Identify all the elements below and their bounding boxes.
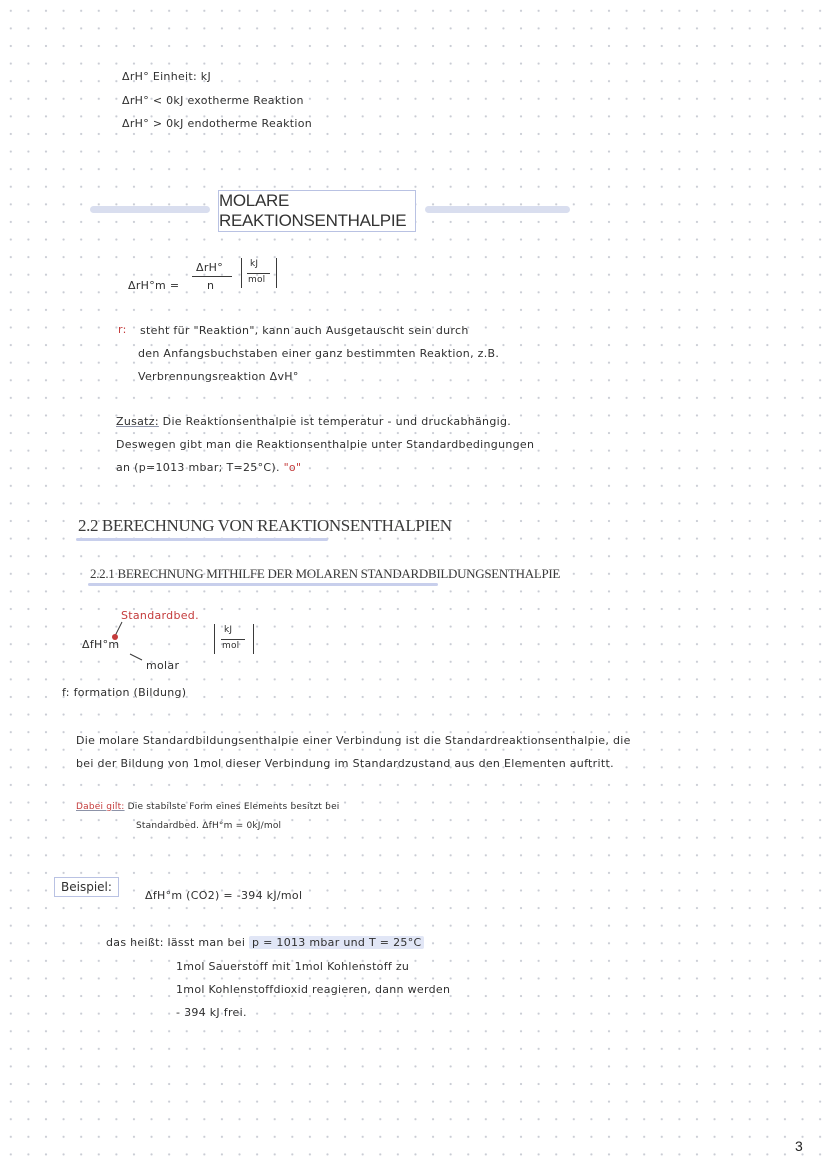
formula1-lhs: ΔrH°m = — [128, 279, 180, 292]
note-r-line-3: Verbrennungsreaktion ΔvH° — [138, 370, 299, 383]
dabei-text-1: Die stabilste Form eines Elements besitzt bei — [127, 802, 340, 812]
diagram-annotation-molar: molar — [146, 659, 180, 672]
formula1-unit-top: kJ — [250, 259, 259, 269]
diagram-unit-top: kJ — [224, 625, 233, 635]
example-line-1 — [106, 936, 424, 949]
diagram-annotation-standardbed: Standardbed. — [121, 609, 199, 622]
diagram-symbol: ΔfH°m — [82, 638, 120, 651]
dabei-line-1 — [76, 802, 340, 812]
definition-line-1: Die molare Standardbildungsenthalpie einer Verbindung ist die Standardreaktionsenthalpie, die — [76, 734, 631, 747]
diagram-arrow-down — [128, 652, 146, 662]
example-intro: das heißt: lässt man bei — [106, 936, 246, 949]
note-r-line-1: steht für "Reaktion", kann auch Ausgetauscht sein durch — [140, 324, 469, 337]
heading-2-2-underline — [76, 538, 328, 541]
example-formula: ΔfH°m (CO2) = -394 kJ/mol — [145, 889, 303, 902]
zusatz-text-3: an (p=1013 mbar; T=25°C). — [116, 461, 280, 474]
formula1-denominator: n — [207, 279, 215, 292]
section-title: MOLARE REAKTIONSENTHALPIE — [218, 190, 416, 232]
heading-2-2-1: 2.2.1 BERECHNUNG MITHILFE DER MOLAREN STANDARDBILDUNGSENTHALPIE — [90, 566, 561, 581]
definition-line-2: bei der Bildung von 1mol dieser Verbindung im Standardzustand aus den Elementen auftritt. — [76, 757, 614, 770]
formula1-numerator: ΔrH° — [196, 261, 224, 274]
dabei-label: Dabei gilt: — [76, 802, 125, 812]
zusatz-line-2: Deswegen gibt man die Reaktionsenthalpie unter Standardbedingungen — [116, 438, 535, 451]
formula1-unit-line — [247, 273, 270, 274]
top-list-item-1: ΔrH° Einheit: kJ — [122, 70, 212, 83]
zusatz-text-1: Die Reaktionsenthalpie ist temperatur - und druckabhängig. — [162, 415, 512, 428]
diagram-unit-line — [221, 639, 245, 640]
title-bar-right — [425, 206, 570, 213]
example-label: Beispiel: — [54, 877, 119, 897]
heading-2-2: 2.2 BERECHNUNG VON REAKTIONSENTHALPIEN — [78, 516, 452, 535]
zusatz-marker: "o" — [283, 461, 302, 474]
dabei-line-2: Standardbed. ΔfH°m = 0kJ/mol — [136, 821, 282, 831]
heading-2-2-1-underline — [88, 583, 438, 586]
top-list-item-3: ΔrH° > 0kJ endotherme Reaktion — [122, 117, 313, 130]
zusatz-label: Zusatz: — [116, 415, 159, 428]
example-highlight: p = 1013 mbar und T = 25°C — [249, 936, 424, 949]
top-list-item-2: ΔrH° < 0kJ exotherme Reaktion — [122, 94, 304, 107]
example-line-3: 1mol Kohlenstoffdioxid reagieren, dann werden — [176, 983, 451, 996]
diagram-unit-bottom: mol — [222, 641, 240, 651]
formula1-unit-bottom: mol — [248, 275, 266, 285]
example-line-4: - 394 kJ frei. — [176, 1006, 247, 1019]
page-number: 3 — [795, 1138, 803, 1154]
title-bar-left — [90, 206, 210, 213]
note-r-line-2: den Anfangsbuchstaben einer ganz bestimmten Reaktion, z.B. — [138, 347, 500, 360]
zusatz-line-3 — [116, 461, 301, 474]
example-line-2: 1mol Sauerstoff mit 1mol Kohlenstoff zu — [176, 960, 410, 973]
diagram-f-note: f: formation (Bildung) — [62, 686, 187, 699]
formula1-fraction-line — [192, 276, 232, 277]
note-r-symbol: r: — [118, 323, 127, 336]
zusatz-line-1 — [116, 415, 511, 428]
